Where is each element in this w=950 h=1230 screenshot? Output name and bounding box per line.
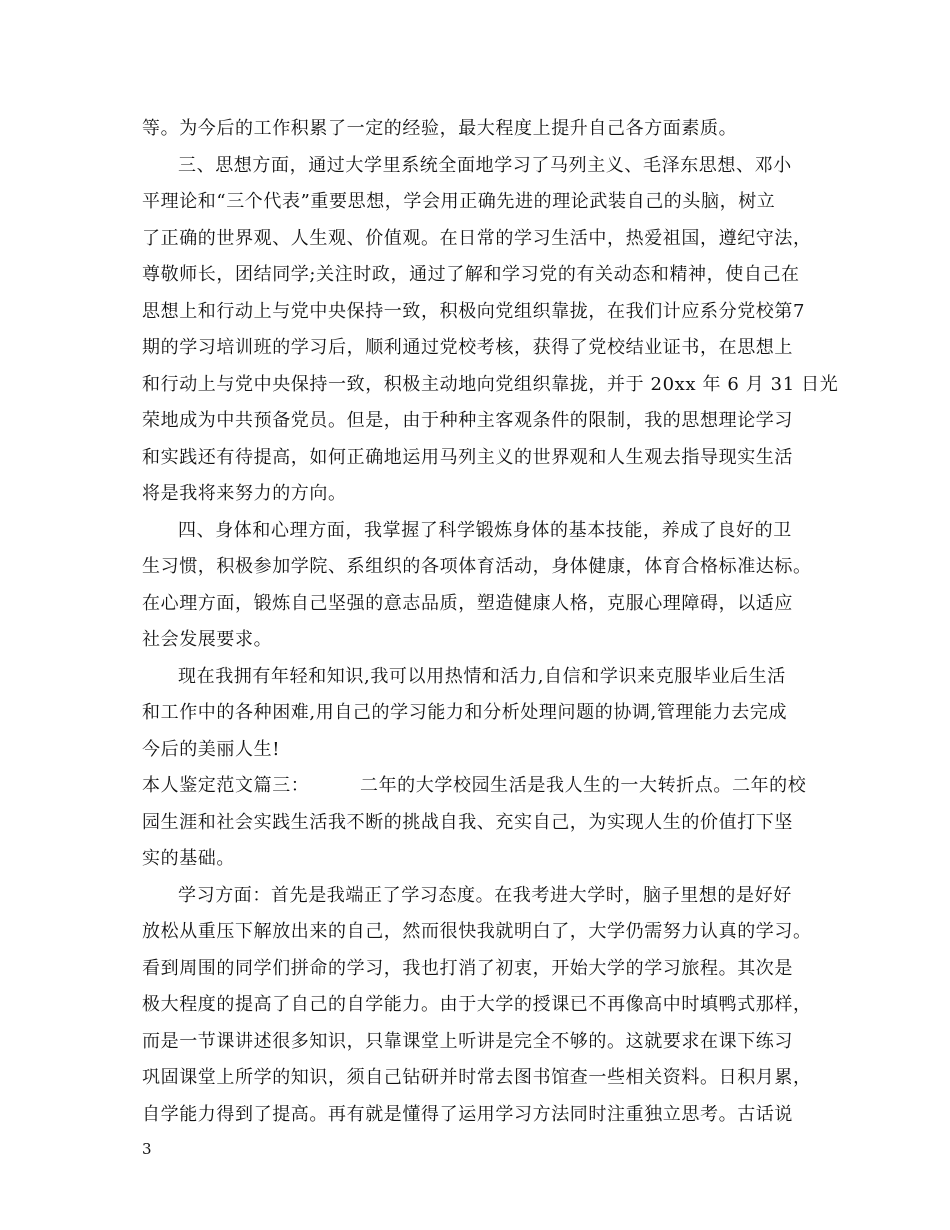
text-line: 今后的美丽人生! bbox=[142, 738, 281, 760]
page-number: 3 bbox=[142, 1140, 152, 1158]
text-line: 而是一节课讲述很多知识，只靠课堂上听讲是完全不够的。这就要求在课下练习 bbox=[142, 1030, 793, 1052]
text-line: 极大程度的提高了自己的自学能力。由于大学的授课已不再像高中时填鸭式那样， bbox=[142, 994, 812, 1015]
text-line: 和工作中的各种困难,用自己的学习能力和分析处理问题的协调,管理能力去完成 bbox=[142, 702, 788, 723]
text-line: 巩固课堂上所学的知识，须自己钻研并时常去图书馆查一些相关资料。日积月累， bbox=[142, 1067, 812, 1088]
text-line: 了正确的世界观、人生观、价值观。在日常的学习生活中，热爱祖国，遵纪守法， bbox=[142, 227, 812, 249]
text-line: 实的基础。 bbox=[142, 848, 235, 869]
text-line: 和实践还有待提高，如何正确地运用马列主义的世界观和人生观去指导现实生活 bbox=[142, 446, 793, 468]
text-line: 看到周围的同学们拼命的学习，我也打消了初衷，开始大学的学习旅程。其次是 bbox=[142, 957, 793, 979]
text-line: 将是我将来努力的方向。 bbox=[142, 483, 347, 504]
text-line: 园生涯和社会实践生活我不断的挑战自我、充实自己，为实现人生的价值打下坚 bbox=[142, 811, 793, 833]
text-line: 和行动上与党中央保持一致，积极主动地向党组织靠拢，并于 20xx 年 6 月 31 日光 bbox=[142, 373, 839, 395]
paragraph-health-line: 四、身体和心理方面，我掌握了科学锻炼身体的基本技能，养成了良好的卫 bbox=[178, 519, 792, 541]
text-line: 社会发展要求。 bbox=[142, 629, 273, 650]
text-line: 自学能力得到了提高。再有就是懂得了运用学习方法同时注重独立思考。古话说 bbox=[142, 1103, 793, 1125]
text-line: 等。为今后的工作积累了一定的经验，最大程度上提升自己各方面素质。 bbox=[142, 118, 738, 139]
document-body bbox=[142, 114, 839, 1130]
text-line: 生习惯，积极参加学院、系组织的各项体育活动，身体健康，体育合格标准达标。 bbox=[142, 556, 812, 577]
text-line: 期的学习培训班的学习后，顺利通过党校考核，获得了党校结业证书，在思想上 bbox=[142, 337, 793, 358]
text-line: 放松从重压下解放出来的自己，然而很快我就明白了，大学仍需努力认真的学习。 bbox=[142, 921, 812, 942]
paragraph-future-line: 现在我拥有年轻和知识,我可以用热情和活力,自信和学识来克服毕业后生活 bbox=[178, 665, 786, 687]
text-line: 思想上和行动上与党中央保持一致，积极向党组织靠拢，在我们计应系分党校第7 bbox=[142, 300, 806, 322]
paragraph-study-line: 学习方面：首先是我端正了学习态度。在我考进大学时，脑子里想的是好好 bbox=[178, 884, 792, 906]
paragraph-thought-line: 三、思想方面，通过大学里系统全面地学习了马列主义、毛泽东思想、邓小 bbox=[178, 154, 792, 176]
text-line: 荣地成为中共预备党员。但是，由于种种主客观条件的限制，我的思想理论学习 bbox=[142, 410, 793, 431]
section-heading-line: 本人鉴定范文篇三： 二年的大学校园生活是我人生的一大转折点。二年的校 bbox=[142, 775, 807, 796]
text-line: 平理论和“三个代表”重要思想，学会用正确先进的理论武装自己的头脑，树立 bbox=[142, 191, 776, 212]
text-line: 在心理方面，锻炼自己坚强的意志品质，塑造健康人格，克服心理障碍，以适应 bbox=[142, 592, 793, 614]
text-line: 尊敬师长，团结同学;关注时政，通过了解和学习党的有关动态和精神，使自己在 bbox=[142, 264, 800, 285]
